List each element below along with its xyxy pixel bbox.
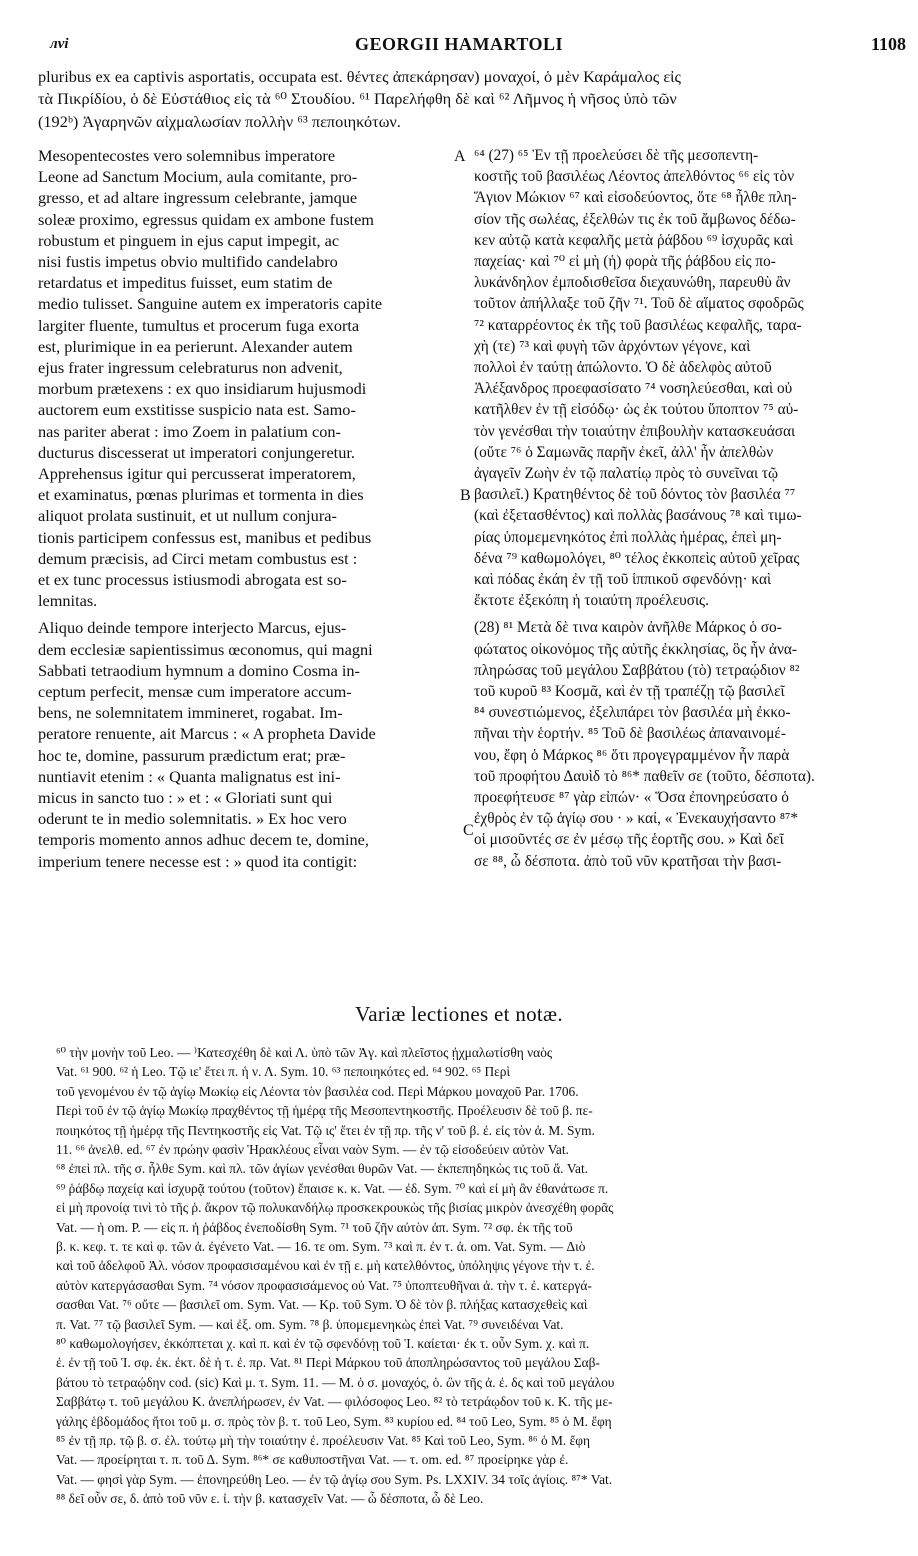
text-line: Vat. — ἡ om. P. — εἰς π. ἡ ῥάβδος ἐνεποδίσθη Sym. ⁷¹ τοῦ ζῆν αὐτὸν ἀπ. Sym. ⁷² σφ. ἐκ τῆς τοῦ — [56, 1219, 573, 1235]
text-line: πληρώσας τοῦ μεγάλου Σαββάτου (τὸ) τετραῴδιον ⁸² — [474, 661, 800, 679]
text-line: retardatus et impeditus fuisset, eum statim de — [38, 273, 333, 293]
text-line: temporis momento annos adhuc decem te, domine, — [38, 830, 369, 850]
text-line: dem ecclesiæ sapientissimus œconomus, qui magni — [38, 639, 373, 659]
text-line: προεφήτευσε ⁸⁷ γὰρ εἰπών· « Ὅσα ἐπονηρεύσατο ὁ — [474, 789, 789, 806]
text-line: nuntiavit etenim : « Quanta malignatus est ini- — [38, 766, 341, 786]
text-line: Ἀλέξανδρος προεφασίσατο ⁷⁴ νοσηλεύεσθαι, καὶ οὐ — [474, 380, 793, 398]
text-line: nas pariter aberat : imo Zoem in palatium con- — [38, 421, 341, 441]
text-line: ⁸⁰ καθωμολογήσεν, ἐκκόπτεται χ. καὶ π. καὶ ἐν τῷ σφενδόνῃ τοῦ Ἱ. καίεται· ἐκ τ. οὖν Sym. χ. καὶ π. — [56, 1336, 590, 1351]
text-line: ducturus discesserat ut imperatori conjungeretur. — [38, 442, 355, 462]
margin-mark-a: A — [454, 148, 466, 165]
text-line: κεν αὐτῷ κατὰ κεφαλῆς μετὰ ῥάβδου ⁶⁹ ἰσχυρᾶς καὶ — [474, 231, 794, 249]
text-line: lemnitas. — [38, 591, 98, 611]
text-line: ⁶⁹ ῥάβδῳ παχείᾳ καὶ ἰσχυρᾷ τούτου (τοῦτον) ἔπαισε κ. κ. Vat. — ἐδ. Sym. ⁷⁰ καὶ εἰ μὴ ἂν ἐθανάτωσε π. — [56, 1180, 609, 1196]
text-line: βάτου τὸ τετραῴδην cod. (sic) Καὶ μ. τ. Sym. 11. — Μ. ὁ σ. μοναχός, ὁ. ὢν τῆς ἀ. ἐ. δς καὶ τοῦ μεγάλου — [56, 1374, 615, 1390]
text-line: pluribus ex ea captivis asportatis, occupata est. θέντες ἀπεκάρησαν) μοναχοί, ὁ μὲν Καράμαλος εἰς — [38, 67, 681, 86]
page-header — [0, 36, 918, 60]
text-line: κοστῆς τοῦ βασιλέως Λέοντος ἀπελθόντος ⁶⁶ εἰς τὸν — [474, 168, 795, 186]
text-line: est, plurimique in ea perierunt. Alexander autem — [38, 336, 353, 356]
text-line: γάλης ἑβδομάδος ἤτοι τοῦ μ. σ. πρὸς τὸν β. τ. τοῦ Leo, Sym. ⁸³ κυρίου ed. ⁸⁴ τοῦ Leo, Sym. ⁸⁵ ὁ Μ. ἔφη — [56, 1413, 612, 1429]
text-line: Mesopentecostes vero solemnibus imperatore — [38, 146, 336, 165]
text-line: robustum et pinguem in ejus caput impegit, ac — [38, 230, 340, 250]
text-line: καὶ πόδας ἐκάη ἐν τῇ τοῦ ἱππικοῦ σφενδόνῃ· καὶ — [474, 571, 772, 588]
text-line: πολλοὶ ἐν ταύτῃ ἀπώλοντο. Ὁ δὲ ἀδελφὸς αὐτοῦ — [474, 359, 772, 376]
text-line: (καὶ ἐξετασθέντος) καὶ πολλὰς βασάνους ⁷⁸ καὶ τιμω- — [474, 507, 802, 525]
text-line: Vat. ⁶¹ 900. ⁶² ἡ Leo. Τῷ ιε' ἔτει π. ἡ ν. Λ. Sym. 10. ⁶³ πεποιηκότες ed. ⁶⁴ 902. ⁶⁵ Περὶ — [56, 1064, 511, 1080]
margin-mark-b: B — [460, 487, 471, 504]
text-line: demum præcisis, ad Circi metam combustus est : — [38, 548, 358, 568]
text-line: ejus frater ingressum celebraturus non advenit, — [38, 358, 343, 377]
text-line: Sabbati tetraodium hymnum a domino Cosma in- — [38, 660, 360, 680]
text-line: παχείας· καὶ ⁷⁰ εἰ μὴ (ἡ) φορὰ τῆς ῥάβδου εἰς πο- — [474, 253, 776, 270]
text-line: et ex tunc processus istiusmodi abrogata est so- — [38, 570, 347, 589]
text-line: βασιλεῖ.) Κρατηθέντος δὲ τοῦ δόντος τὸν βασιλέα ⁷⁷ — [474, 486, 796, 504]
text-line: oderunt te in medio solemnitatis. » Ex hoc vero — [38, 809, 347, 829]
text-line: Leone ad Sanctum Mocium, aula comitante, pro- — [38, 167, 358, 187]
text-line: σε ⁸⁸, ὦ δέσποτα. ἀπὸ τοῦ νῦν κρατῆσαι τὴν βασι- — [474, 852, 782, 870]
text-line: morbum prætexens : ex quo insidiarum hujusmodi — [38, 379, 367, 399]
text-line: ρίας ὑπομεμενηκότος ἐπὶ πολλὰς ἡμέρας, ἐπεὶ μη- — [474, 528, 782, 546]
text-line: τοῦ κυροῦ ⁸³ Κοσμᾶ, καὶ ἐν τῇ τραπέζῃ τῷ βασιλεῖ — [474, 683, 785, 700]
text-line: σίον τῆς σωλέας, ἐξελθών τις ἐκ τοῦ ἄμβωνος δέδω- — [474, 210, 796, 228]
text-line: Vat. — φησὶ γὰρ Sym. — ἐπονηρεύθη Leo. — ἐν τῷ ἁγίῳ σου Sym. Ps. LXXIV. 34 τοῖς ἁγίοις. ⁸⁷* Vat. — [56, 1471, 613, 1487]
text-line: 11. ⁶⁶ ἀνελθ. ed. ⁶⁷ ἐν πρώην φασὶν Ἡρακλέους εἶναι ναὸν Sym. — ἐν τῷ εἰσοδεύειν αὐτὸν Vat. — [56, 1142, 569, 1157]
text-line: nisi fustis impetus obvio multifido candelabro — [38, 252, 338, 271]
text-line: imperium tenere necesse est : » quod ita contigit: — [38, 851, 358, 871]
text-line: hoc te, domine, passurum prædictum erat; præ- — [38, 745, 346, 765]
text-line: τοῦ προφήτου Δαυὶδ τὸ ⁸⁶* παθεῖν σε (τοῦτο, δέσποτα). — [474, 767, 815, 785]
page-number: 1108 — [870, 34, 906, 54]
text-line: αὐτὸν κατεργάσασθαι Sym. ⁷⁴ νόσον προφασισάμενος οὐ Vat. ⁷⁵ ὑποπτευθῆναι ἀ. τὴν τ. ἐ. κατεργά- — [56, 1277, 592, 1293]
text-line: Περὶ τοῦ ἐν τῷ ἁγίῳ Μωκίῳ πραχθέντος τῇ ἡμέρᾳ τῆς Μεσοπεντηκοστῆς. Προέλευσιν δὲ τοῦ β. πε- — [56, 1103, 593, 1119]
text-line: tionis participem confessus est, manibus et pedibus — [38, 527, 372, 547]
margin-mark-c: C — [463, 822, 474, 839]
text-line: χὴ (τε) ⁷³ καὶ φυγὴ τῶν ἀρχόντων γέγονε, καὶ — [474, 337, 751, 355]
text-line: ἀγαγεῖν Ζωὴν ἐν τῷ παλατίῳ πρὸς τὸ συνεῖναι τῷ — [474, 465, 779, 482]
text-line: ⁸⁸ δεῖ οὖν σε, δ. ἀπὸ τοῦ νῦν ε. ἰ. τὴν β. κατασχεῖν Vat. — ὦ δέσποτα, ὦ δὲ Leo. — [56, 1491, 484, 1507]
text-line: β. κ. κεφ. τ. τε καὶ φ. τῶν ἀ. ἐγένετο Vat. — 16. τε om. Sym. ⁷³ καὶ π. ἐν τ. ἀ. om. Vat. Sym. — Διὸ — [56, 1239, 586, 1254]
text-line: Ἅγιον Μώκιον ⁶⁷ καὶ εἰσοδεύοντος, ὅτε ⁶⁸ ἦλθε πλη- — [474, 189, 797, 207]
text-line: ⁷² καταρρέοντος ἐκ τῆς τοῦ βασιλέως κεφαλῆς, ταρα- — [474, 316, 802, 334]
text-line: ⁶⁰ τὴν μονὴν τοῦ Leo. — ⁾Κατεσχέθη δὲ καὶ Λ. ὑπὸ τῶν Ἀγ. καὶ πλεῖστος ᾐχμαλωτίσθη ναὸς — [56, 1045, 553, 1060]
text-line: Apprehensus igitur qui percusserat imperatorem, — [38, 464, 356, 483]
page-title: GEORGII HAMARTOLI — [354, 34, 564, 54]
text-line: εἰ μὴ προνοίᾳ τινὶ τὸ τῆς ῥ. ἄκρον τῷ πολυκανδήλῳ προσκεκρουκὼς τῆς βισίας μικρὸν ἀνεσχέθη φορᾶς — [56, 1200, 614, 1216]
text-line: bens, ne solemnitatem immineret, rogabat. Im- — [38, 703, 343, 723]
text-line: gresso, et ad altare ingressum celebrante, jamque — [38, 188, 358, 208]
text-line: (οὔτε ⁷⁶ ὁ Σαμωνᾶς παρῆν ἐκεῖ, ἀλλ' ἦν ἀπελθὼν — [474, 443, 774, 461]
text-line: ἐχθρὸς ἐν τῷ ἁγίῳ σου · » καί, « Ἐνεκαυχήσαντο ⁸⁷* — [474, 810, 799, 828]
text-line: ⁶⁸ ἐπεὶ πλ. τῆς σ. ἦλθε Sym. καὶ πλ. τῶν ἁγίων γενέσθαι θυρῶν Vat. — ἐκπεπηδηκὼς τις τοῦ ἄ. Vat. — [56, 1161, 589, 1177]
text-line: ἐ. ἐν τῇ τοῦ Ἱ. σφ. ἐκ. ἐκτ. δὲ ἡ τ. ἐ. πρ. Vat. ⁸¹ Περὶ Μάρκου τοῦ ἀποπληρώσαντος τοῦ μεγάλου Σαβ- — [56, 1355, 600, 1371]
text-line: π. Vat. ⁷⁷ τῷ βασιλεῖ Sym. — καὶ ἐξ. om. Sym. ⁷⁸ β. ὑπομεμενηκὼς ἐπεὶ Vat. ⁷⁹ συνειδέναι Vat. — [56, 1316, 564, 1332]
notes-title: Variæ lectiones et notæ. — [355, 1002, 563, 1026]
text-line: aliquot prolata sustinuit, et ut nullum conjura- — [38, 506, 337, 526]
text-line: τὸν γενέσθαι τὴν τοιαύτην ἐπιβουλὴν κατασκευάσαι — [474, 422, 796, 440]
text-line: soleæ proximo, egressus quidam ex ambone fustem — [38, 209, 374, 229]
text-line: ⁸⁵ ἐν τῇ πρ. τῷ β. σ. ἐλ. τούτῳ μὴ τὴν τοιαύτην ἐ. προέλευσιν Vat. ⁸⁵ Καὶ τοῦ Leo, Sym. ⁸⁶ ὁ Μ. ἔφη — [56, 1433, 590, 1448]
text-line: καὶ τοῦ ἀδελφοῦ Ἀλ. νόσον προφασισαμένου καὶ ἐν τῇ ε. μὴ κατελθόντος, ὑπόληψις γέγονε τὴν τ. ἐ. — [56, 1258, 595, 1274]
text-line: peratore renuente, ait Marcus : « A propheta Davide — [38, 724, 376, 744]
text-line: ἔκτοτε ἐξεκόπη ἡ τοιαύτη προέλευσις. — [474, 592, 709, 610]
text-line: τοῦ γενομένου ἐν τῷ ἁγίῳ Μωκίῳ εἰς Λέοντα τὸν βασιλέα cod. Περὶ Μάρκου μοναχοῦ Par. 1706. — [56, 1083, 579, 1099]
text-line: (192ᵇ) Ἀγαρηνῶν αἰχμαλωσίαν πολλὴν ⁶³ πεποιηκότων. — [38, 112, 401, 131]
text-line: Vat. — προείρηται τ. π. τοῦ Δ. Sym. ⁸⁶* σε καθυποστῆναι Vat. — τ. om. ed. ⁸⁷ προείρηκε γὰρ ἐ. — [56, 1452, 569, 1468]
text-line: (28) ⁸¹ Μετὰ δὲ τινα καιρὸν ἀνῆλθε Μάρκος ὁ σο- — [474, 619, 782, 637]
text-line: σασθαι Vat. ⁷⁶ οὔτε — βασιλεῖ om. Sym. Vat. — Κρ. τοῦ Sym. Ὁ δὲ τὸν β. πλήξας κατασχεθεὶς καὶ — [56, 1297, 588, 1313]
text-line: νου, ἔφη ὁ Μάρκος ⁸⁶ ὅτι προγεγραμμένον ἦν παρὰ — [474, 746, 790, 764]
text-line: ποιηκότος τῇ ἡμέρᾳ τῆς Πεντηκοστῆς εἰς Vat. Τῷ ις' ἔτει ἐν τῇ πρ. τῆς ν' τοῦ β. ἐ. εἰς τὸν ἀ. M. Sym. — [56, 1122, 595, 1138]
text-line: πῆναι τὴν ἑορτήν. ⁸⁵ Τοῦ δὲ βασιλέως ἀπαναινομέ- — [474, 725, 786, 743]
page-number-left: лvі — [50, 36, 69, 52]
text-line: λυκάνδηλον ἐμποδισθεῖσα διεχαυνώθη, παρευθὺ ἂν — [474, 274, 791, 292]
text-line: medio tulisset. Sanguine autem ex imperatoris capite — [38, 294, 383, 314]
text-line: et examinatus, pœnas plurimas et tormenta in dies — [38, 485, 364, 505]
text-line: τὰ Πικρίδίου, ὁ δὲ Εὐστάθιος εἰς τὰ ⁶⁰ Στουδίου. ⁶¹ Παρελήφθη δὲ καὶ ⁶² Λῆμνος ἡ νῆσος ὑπὸ τῶν — [38, 89, 677, 108]
text-line: auctorem eum exstitisse suspicio nata est. Samo- — [38, 400, 356, 420]
text-line: δένα ⁷⁹ καθωμολόγει, ⁸⁰ τέλος ἐκκοπεὶς αὐτοῦ χεῖρας — [474, 549, 800, 567]
text-line: ⁸⁴ συνεστιώμενος, ἐξελιπάρει τὸν βασιλέα μὴ ἐκκο- — [474, 704, 791, 722]
text-line: κατῆλθεν ἐν τῇ εἰσόδῳ· ὡς ἐκ τούτου ὕποπτον ⁷⁵ αὐ- — [474, 401, 799, 419]
text-line: φώτατος οἰκονόμος τῆς αὐτῆς ἐκκλησίας, ὃς ἦν ἀνα- — [474, 640, 797, 658]
text-line: micus in sancto tuo : » et : « Gloriati sunt qui — [38, 788, 333, 807]
text-line: ⁶⁴ (27) ⁶⁵ Ἐν τῇ προελεύσει δὲ τῆς μεσοπεντη- — [474, 147, 759, 164]
text-line: οἱ μισοῦντές σε ἐν μέσῳ τῆς ἑορτῆς σου. » Καὶ δεῖ — [474, 831, 784, 849]
text-line: ceptum perfecit, mensæ cum imperatore accum- — [38, 682, 352, 701]
text-line: τοῦτον ἀπήλλαξε τοῦ ζῆν ⁷¹. Τοῦ δὲ αἵματος σφοδρῶς — [474, 295, 804, 313]
text-line: largiter fluente, tumultus et procerum fuga exorta — [38, 315, 360, 335]
text-line: Σαββάτῳ τ. τοῦ μεγάλου Κ. ἀνεπλήρωσεν, ἐν Vat. — φιλόσοφος Leo. ⁸² τὸ τετράῳδον τοῦ κ. Κ. τῆς με- — [56, 1394, 613, 1410]
text-line: Aliquo deinde tempore interjecto Marcus, ejus- — [38, 618, 347, 638]
